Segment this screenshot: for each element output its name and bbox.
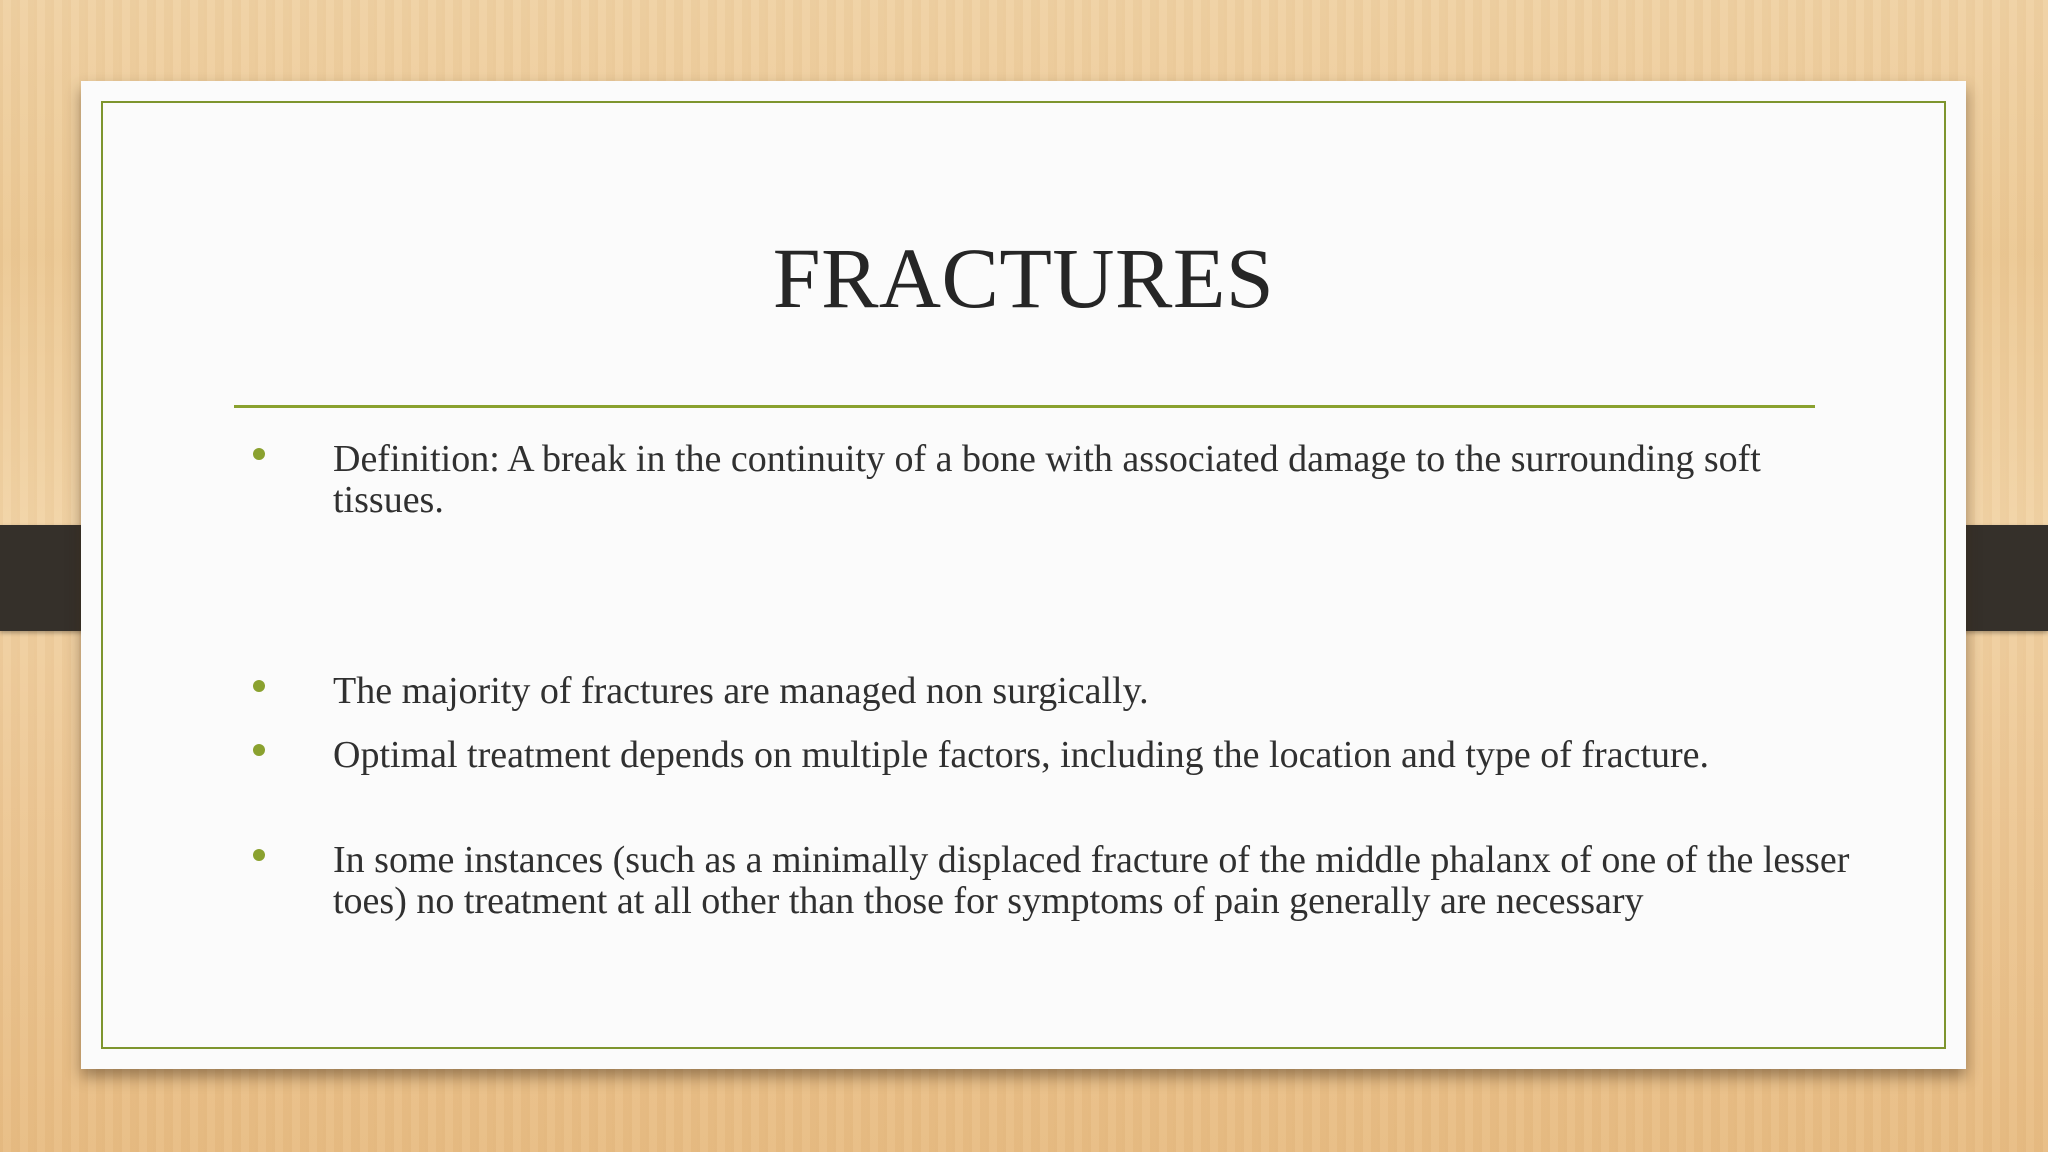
bullet-text: The majority of fractures are managed non surgically. — [333, 670, 1149, 712]
bullet-dot-icon — [253, 680, 265, 692]
bullet-dot-icon — [253, 849, 265, 861]
bullet-dot-icon — [253, 448, 265, 460]
bullet-text: Optimal treatment depends on multiple factors, including the location and type of fracture. — [333, 734, 1710, 776]
slide-title: FRACTURES — [772, 230, 1275, 326]
title-divider — [234, 405, 1815, 408]
bullet-text: Definition: A break in the continuity of a bone with associated damage to the surrounding soft tissues. — [333, 438, 1761, 521]
bullet-dot-icon — [253, 744, 265, 756]
slide-canvas — [81, 81, 1966, 1069]
bullet-text: In some instances (such as a minimally displaced fracture of the middle phalanx of one of the lesser toes) no treatment at all other than those for symptoms of pain generally are necessary — [333, 839, 1850, 922]
